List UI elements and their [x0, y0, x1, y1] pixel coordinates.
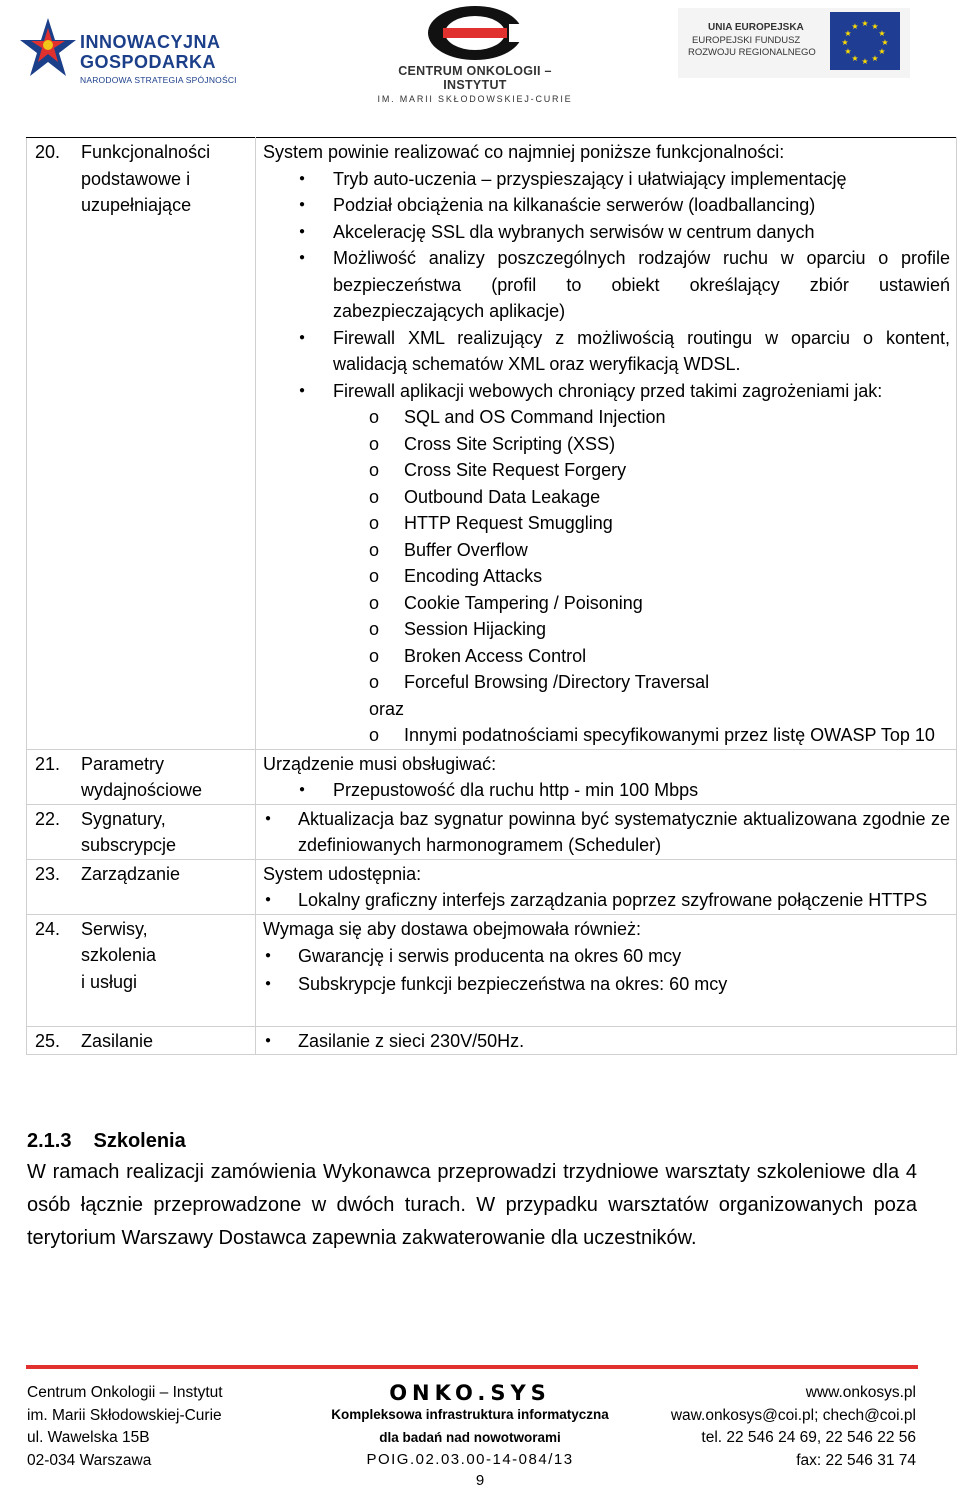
threat-item: o Buffer Overflow	[263, 537, 950, 564]
svg-text:★: ★	[881, 38, 889, 47]
threat-item: o Forceful Browsing /Directory Traversal	[263, 669, 950, 696]
svg-text:★: ★	[861, 19, 869, 28]
table-row	[27, 914, 957, 1026]
eu-text-line1: UNIA EUROPEJSKA	[708, 22, 804, 33]
threat-item: o Innymi podatnościami specyfikowanymi przez listę OWASP Top 10	[263, 722, 950, 749]
svg-text:★: ★	[841, 38, 849, 47]
svg-text:★: ★	[871, 54, 879, 63]
footer-divider	[26, 1365, 918, 1369]
section-szkolenia	[27, 1126, 917, 1255]
list-item: ● Lokalny graficzny interfejs zarządzania poprzez szyfrowane połączenie HTTPS	[263, 887, 950, 914]
section-heading	[27, 1126, 917, 1156]
oraz-text: oraz	[369, 698, 405, 719]
svg-text:★: ★	[844, 29, 852, 38]
svg-text:★: ★	[878, 47, 886, 56]
row-label: Serwisy, szkolenia i usługi	[81, 914, 256, 1026]
list-item: ● Tryb auto-uczenia – przyspieszający i ułatwiający implementację	[263, 166, 950, 193]
list-item: ● Akcelerację SSL dla wybranych serwisów w centrum danych	[263, 219, 950, 246]
co-name: CENTRUM ONKOLOGII – INSTYTUT	[398, 64, 552, 92]
threat-item: o SQL and OS Command Injection	[263, 404, 950, 431]
svg-text:★: ★	[861, 57, 869, 66]
threat-item: o Cookie Tampering / Poisoning	[263, 590, 950, 617]
threat-item: o Encoding Attacks	[263, 563, 950, 590]
threat-item: o Cross Site Request Forgery	[263, 457, 950, 484]
row-label: Sygnatury, subscrypcje	[81, 804, 256, 859]
table-row	[27, 138, 957, 750]
row-label: Zarządzanie	[81, 859, 256, 914]
threat-item: o Outbound Data Leakage	[263, 484, 950, 511]
eu-logo	[678, 8, 910, 78]
co-subname: IM. MARII SKŁODOWSKIEJ-CURIE	[377, 94, 573, 104]
table-row	[27, 749, 957, 804]
innowacyjna-gospodarka-logo	[18, 12, 248, 87]
list-item: ● Firewall aplikacji webowych chroniący przed takimi zagrożeniami jak:	[263, 378, 950, 405]
section-number: 2.1.3	[27, 1130, 72, 1152]
eu-text-line2: EUROPEJSKI FUNDUSZ	[692, 35, 801, 46]
row-number: 23.	[27, 859, 82, 914]
row-content	[256, 1026, 957, 1055]
table-row	[27, 804, 957, 859]
row-content	[256, 138, 957, 750]
eu-flag-icon	[830, 12, 900, 70]
onkosys-brand: ONKO.SYS	[389, 1381, 551, 1405]
row-label: Parametry wydajnościowe	[81, 749, 256, 804]
specification-table	[26, 137, 957, 1055]
row-intro: Wymaga się aby dostawa obejmowała również:	[263, 918, 642, 939]
row-number: 25.	[27, 1026, 82, 1055]
page-number: 9	[475, 1472, 485, 1489]
row-number: 22.	[27, 804, 82, 859]
table-row	[27, 1026, 957, 1055]
star-logo-icon	[18, 14, 78, 84]
row-intro: System powinie realizować co najmniej poniższe funkcjonalności:	[263, 142, 785, 162]
row-label: Zasilanie	[81, 1026, 256, 1055]
website-link[interactable]: www.onkosys.pl	[805, 1384, 916, 1401]
email-link[interactable]: waw.onkosys@coi.pl; chech@coi.pl	[670, 1406, 916, 1424]
logo-text-line1: INNOWACYJNA	[80, 32, 221, 52]
list-item: ● Subskrypcje funkcji bezpieczeństwa na okres: 60 mcy	[263, 970, 950, 998]
row-number: 21.	[27, 749, 82, 804]
list-item: ● Gwarancję i serwis producenta na okres 60 mcy	[263, 942, 950, 970]
threat-item: o HTTP Request Smuggling	[263, 510, 950, 537]
co-emblem-icon	[425, 4, 525, 62]
row-intro: Urządzenie musi obsługiwać:	[263, 753, 497, 774]
row-intro: System udostępnia:	[263, 863, 422, 884]
footer-address: Centrum Onkologii – Instytut im. Marii Skłodowskiej-Curie ul. Wawelska 15B 02-034 Warszawa	[27, 1384, 223, 1469]
row-label: Funkcjonalności podstawowe i uzupełniające	[81, 138, 256, 750]
threat-item: o Cross Site Scripting (XSS)	[263, 431, 950, 458]
svg-text:★: ★	[878, 29, 886, 38]
row-content	[256, 804, 957, 859]
list-item: ● Zasilanie z sieci 230V/50Hz.	[263, 1028, 950, 1055]
row-number: 20.	[27, 138, 82, 750]
row-content	[256, 859, 957, 914]
centrum-onkologii-logo	[370, 4, 580, 104]
row-content	[256, 914, 957, 1026]
list-item: ● Możliwość analizy poszczególnych rodzajów ruchu w oparciu o profile bezpieczeństwa (profil to obiekt określający zbiór ustawień zabezpieczających aplikacje)	[263, 245, 950, 325]
svg-text:★: ★	[851, 54, 859, 63]
eu-text-line3: ROZWOJU REGIONALNEGO	[688, 47, 816, 58]
list-item: ● Firewall XML realizujący z możliwością routingu w oparciu o kontent, walidacją schematów XML oraz weryfikacją WDSL.	[263, 325, 950, 378]
page-header	[0, 0, 960, 104]
section-title: Szkolenia	[93, 1130, 186, 1152]
footer-project: ONKO.SYS Kompleksowa infrastruktura informatyczna dla badań nad nowotworami POIG.02.03.00-14-084/13	[300, 1382, 640, 1472]
svg-text:★: ★	[844, 47, 852, 56]
threat-item: o Session Hijacking	[263, 616, 950, 643]
table-row	[27, 859, 957, 914]
list-item: ● Podział obciążenia na kilkanaście serwerów (loadballancing)	[263, 192, 950, 219]
list-item: ● Przepustowość dla ruchu http - min 100 Mbps	[263, 777, 950, 804]
threat-item: o Broken Access Control	[263, 643, 950, 670]
svg-text:★: ★	[851, 22, 859, 31]
list-item: ● Aktualizacja baz sygnatur powinna być systematycznie aktualizowana zgodnie ze zdefiniowanych harmonogramem (Scheduler)	[263, 806, 950, 859]
row-number: 24.	[27, 914, 82, 1026]
section-paragraph: W ramach realizacji zamówienia Wykonawca przeprowadzi trzydniowe warsztaty szkoleniowe dla 4 osób łącznie przeprowadzone w dwóch turach. W przypadku warsztatów organizowanych poza terytorium Warszawy Dostawca zapewnia zakwaterowanie dla uczestników.	[27, 1161, 917, 1249]
svg-text:★: ★	[871, 22, 879, 31]
footer-contact: www.onkosys.pl waw.onkosys@coi.pl; chech@coi.pl tel. 22 546 24 69, 22 546 22 56 fax: 22 546 31 74	[640, 1382, 916, 1472]
logo-text-line2: GOSPODARKA	[80, 52, 217, 72]
logo-text-line3: NARODOWA STRATEGIA SPÓJNOŚCI	[80, 75, 237, 85]
row-content	[256, 749, 957, 804]
